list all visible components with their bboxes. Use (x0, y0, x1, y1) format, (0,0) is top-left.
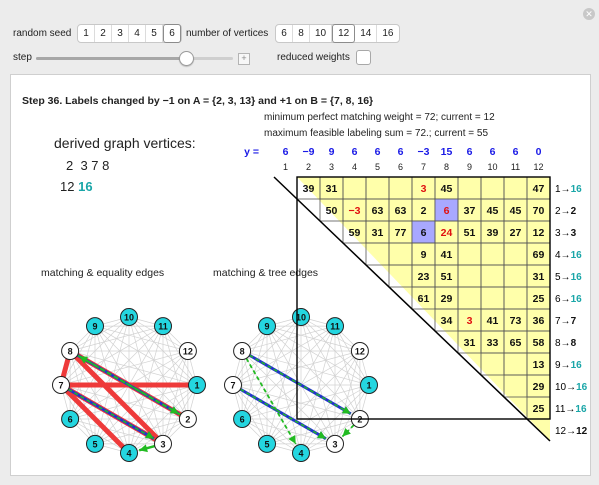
seed-option-6[interactable]: 6 (163, 24, 181, 43)
cell-value: 3 (466, 315, 473, 327)
y-value: 6 (512, 146, 519, 158)
left-graph-node-label: 2 (185, 414, 191, 425)
step-slider-track[interactable] (36, 57, 233, 60)
derived-title: derived graph vertices: (54, 135, 196, 151)
row-label (555, 272, 582, 283)
y-value: 6 (282, 146, 289, 158)
seed-option-5[interactable]: 5 (146, 25, 163, 42)
tree-edge (68, 389, 154, 438)
column-header: 12 (533, 162, 544, 172)
cell-value: 9 (420, 249, 427, 261)
cell-value: 39 (486, 227, 499, 239)
seed-option-4[interactable]: 4 (129, 25, 146, 42)
row-label (555, 360, 582, 371)
cell-value: 73 (509, 315, 522, 327)
cell-value: 2 (420, 205, 427, 217)
y-value: 6 (489, 146, 496, 158)
column-header: 5 (374, 162, 381, 172)
row-label-to: 2 (570, 206, 577, 217)
row-label-from: 9→ (555, 360, 571, 371)
cell-value: 33 (486, 337, 499, 349)
random-seed-label: random seed (13, 28, 72, 39)
seed-option-1[interactable]: 1 (78, 25, 95, 42)
cell-value: 65 (509, 337, 522, 349)
column-header: 7 (420, 162, 427, 172)
row-label-to: 16 (570, 360, 582, 371)
y-value: 9 (328, 146, 335, 158)
row-label-from: 6→ (555, 294, 571, 305)
cell-value: 45 (509, 205, 522, 217)
row-label (555, 338, 577, 349)
cell-value: 45 (486, 205, 499, 217)
y-value: 6 (466, 146, 473, 158)
row-label (555, 294, 582, 305)
row-label-to: 16 (570, 184, 582, 195)
tree-edge-head (288, 435, 295, 444)
row-label (555, 250, 582, 261)
cell-value: 29 (440, 293, 453, 305)
row-label-from: 2→ (555, 206, 571, 217)
right-graph-node-label: 11 (330, 321, 340, 332)
cell-value: 12 (532, 227, 545, 239)
left-graph-node-label: 6 (67, 414, 73, 425)
cell-value: 36 (532, 315, 545, 327)
cell-value: 25 (532, 293, 545, 305)
cell-value: 51 (463, 227, 476, 239)
row-label-from: 5→ (555, 272, 571, 283)
y-value: 15 (440, 146, 453, 158)
cell-value: 45 (440, 183, 453, 195)
step-slider-thumb[interactable] (179, 51, 194, 66)
y-value: 6 (351, 146, 358, 158)
cell-value: 59 (348, 227, 361, 239)
labeling-matrix (244, 135, 588, 437)
cell-value: 34 (440, 315, 453, 327)
row-label-from: 12→ (555, 426, 577, 437)
cell-value: 31 (325, 183, 338, 195)
right-graph-node-label: 2 (357, 414, 363, 425)
right-graph-node-label: 5 (264, 439, 270, 450)
cell-value: 41 (440, 249, 453, 261)
cell-value: 24 (440, 227, 453, 239)
left-graph-node-label: 11 (158, 321, 168, 332)
left-graph-node-label: 10 (123, 312, 135, 323)
column-header: 10 (487, 162, 498, 172)
cell-value: 58 (532, 337, 545, 349)
right-graph-node-label: 6 (239, 414, 245, 425)
vertices-option-10[interactable]: 10 (310, 25, 332, 42)
left-graph-node-label: 12 (182, 346, 193, 357)
derived-row2 (60, 179, 93, 194)
column-header: 9 (466, 162, 473, 172)
max-label-text: maximum feasible labeling sum = 72.; current = 55 (264, 128, 488, 139)
cell-value: 47 (532, 183, 545, 195)
column-header: 11 (510, 162, 521, 172)
cell-value: 6 (443, 205, 450, 217)
cell-value: 70 (532, 205, 545, 217)
row-label-from: 11→ (555, 404, 576, 415)
step-plus-icon[interactable]: + (238, 53, 250, 65)
cell-value: 6 (420, 227, 427, 239)
left-graph-node-label: 7 (58, 380, 64, 391)
cell-value: 51 (440, 271, 453, 283)
cell-value: 29 (532, 381, 545, 393)
y-value: 0 (535, 146, 542, 158)
row-label-to: 3 (570, 228, 577, 239)
left-graph-node-label: 3 (160, 439, 166, 450)
random-seed-selector[interactable] (77, 24, 182, 43)
left-graph-node-label: 9 (92, 321, 98, 332)
row-label-from: 10→ (555, 382, 577, 393)
cell-value: 13 (532, 359, 545, 371)
row-label (555, 382, 588, 393)
row-label-to: 16 (570, 272, 582, 283)
step-title: Step 36. Labels changed by −1 on A = {2, 3, 13} and +1 on B = {7, 8, 16} (22, 95, 374, 107)
column-header: 2 (305, 162, 312, 172)
row-label-to: 16 (570, 250, 582, 261)
row-label (555, 426, 588, 437)
min-weight-text: minimum perfect matching weight = 72; current = 12 (264, 112, 495, 123)
row-label (555, 316, 577, 327)
y-value: 6 (397, 146, 404, 158)
cell-value: 61 (417, 293, 430, 305)
vertices-label: number of vertices (186, 28, 269, 39)
right-graph-node-label: 3 (332, 439, 338, 450)
row-label (555, 206, 577, 217)
row-label-to: 16 (570, 294, 582, 305)
row-label-from: 1→ (555, 184, 571, 195)
right-graph-node-label: 1 (366, 380, 372, 391)
derived-vertex-16: 16 (78, 179, 93, 194)
right-graph-title: matching & tree edges (213, 267, 319, 279)
step-label: step (13, 52, 32, 63)
left-graph-node-label: 1 (194, 380, 200, 391)
vertices-option-12[interactable]: 12 (332, 24, 355, 43)
derived-vertex-12: 12 (60, 179, 75, 194)
output-panel (10, 74, 591, 476)
vertices-option-16[interactable]: 16 (382, 28, 394, 39)
vertices-option-14[interactable]: 14 (355, 25, 377, 42)
left-graph-node-label: 4 (126, 448, 132, 459)
cell-value: 77 (394, 227, 407, 239)
column-header: 6 (397, 162, 404, 172)
cell-value: 23 (417, 271, 430, 283)
row-label (555, 404, 587, 415)
cell-value: 63 (371, 205, 384, 217)
right-graph-node-label: 12 (354, 346, 365, 357)
row-label-from: 8→ (555, 338, 571, 349)
row-label-from: 3→ (555, 228, 571, 239)
cell-value: 31 (371, 227, 384, 239)
vertices-option-6[interactable]: 6 (276, 25, 293, 42)
reduced-weights-checkbox[interactable] (356, 50, 371, 65)
y-value: 6 (374, 146, 381, 158)
row-label-to: 16 (575, 404, 587, 415)
column-header: 3 (328, 162, 335, 172)
row-label-from: 4→ (555, 250, 571, 261)
cell-value: 50 (325, 205, 338, 217)
right-graph-node-label: 8 (239, 346, 245, 357)
left-graph-node-label: 5 (92, 439, 98, 450)
cell-value: 63 (394, 205, 407, 217)
cell-value: −3 (348, 205, 361, 217)
cell-value: 39 (302, 183, 315, 195)
cell-value: 31 (532, 271, 545, 283)
y-value: −9 (302, 146, 315, 158)
row-label-from: 7→ (555, 316, 571, 327)
seed-option-2[interactable]: 2 (95, 25, 112, 42)
derived-row1: 2 3 7 8 (66, 158, 110, 173)
column-header: 8 (443, 162, 450, 172)
reduced-weights-label: reduced weights (277, 52, 350, 63)
left-graph-node-label: 8 (67, 346, 73, 357)
right-graph-node-label: 4 (298, 448, 304, 459)
cell-value: 31 (463, 337, 476, 349)
y-label: y = (244, 146, 259, 158)
cell-value: 27 (509, 227, 522, 239)
row-label (555, 184, 582, 195)
row-label (555, 228, 577, 239)
cell-value: 3 (420, 183, 427, 195)
right-graph-node-label: 9 (264, 321, 270, 332)
left-graph-title: matching & equality edges (41, 267, 165, 279)
row-label-to: 12 (576, 426, 588, 437)
column-header: 4 (351, 162, 358, 172)
step-slider-fill (36, 57, 186, 60)
cell-value: 41 (486, 315, 499, 327)
vertices-option-8[interactable]: 8 (293, 25, 310, 42)
seed-option-3[interactable]: 3 (112, 25, 129, 42)
cell-value: 37 (463, 205, 476, 217)
row-label-to: 16 (576, 382, 588, 393)
cell-value: 25 (532, 403, 545, 415)
right-graph-node-label: 10 (295, 312, 307, 323)
right-graph-node-label: 7 (230, 380, 236, 391)
close-icon[interactable]: ✕ (583, 8, 595, 20)
row-label-to: 8 (570, 338, 577, 349)
vertices-selector[interactable] (275, 24, 400, 43)
row-label-to: 7 (570, 316, 577, 327)
cell-value: 69 (532, 249, 545, 261)
column-header: 1 (282, 162, 289, 172)
y-value: −3 (417, 146, 430, 158)
